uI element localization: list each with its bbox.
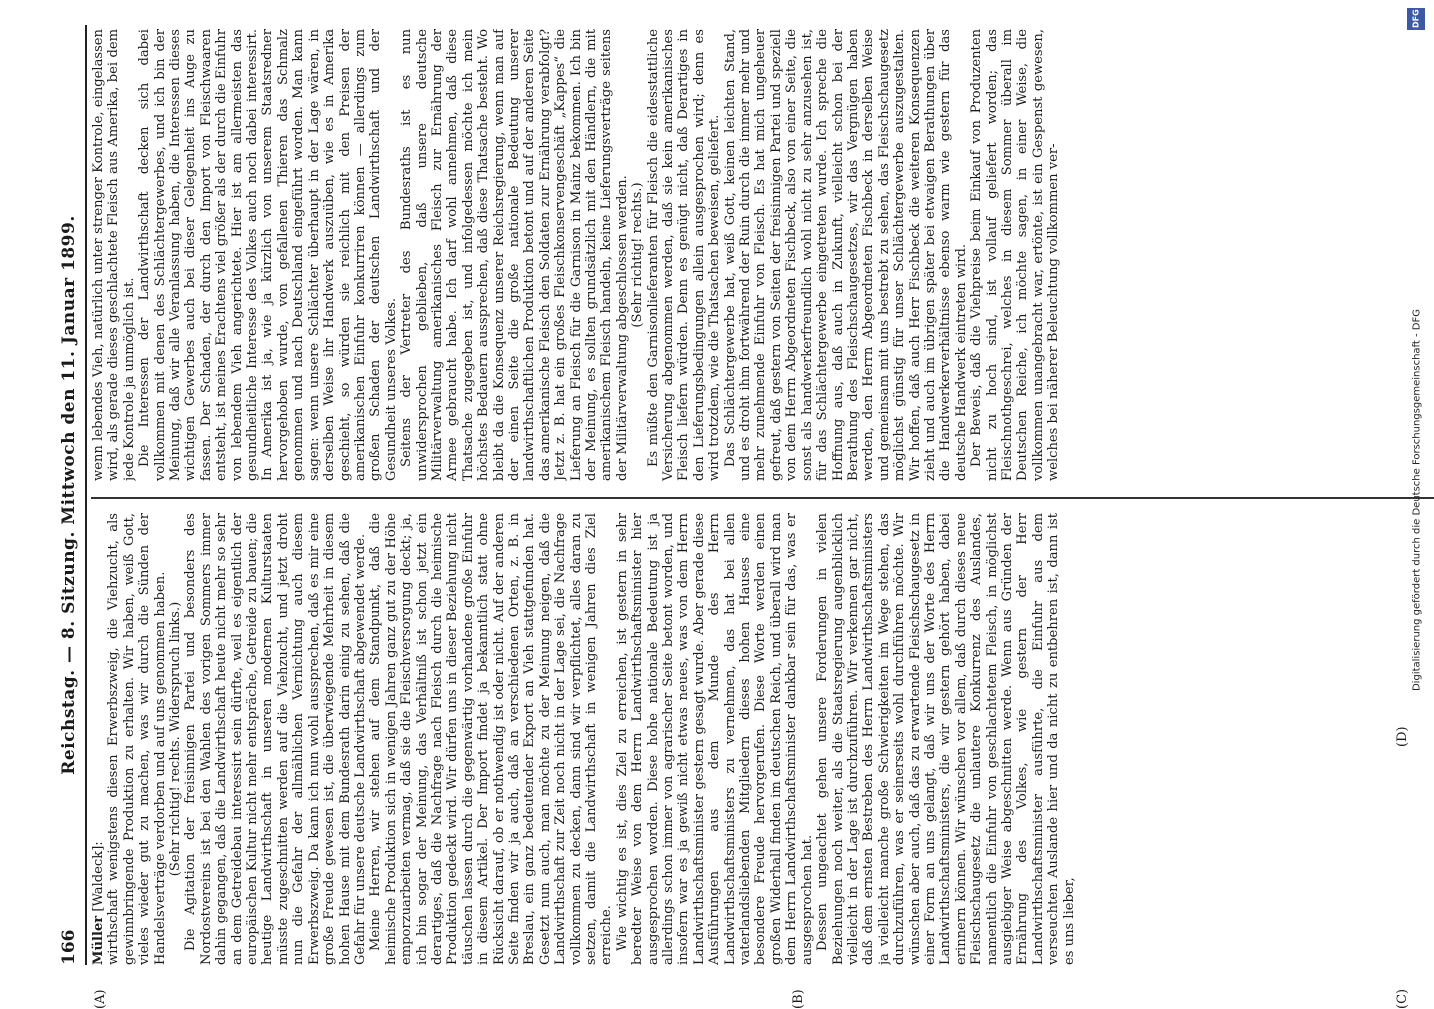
page-number: 166 <box>59 929 79 965</box>
interjection: (Sehr richtig! rechts.) <box>630 182 646 328</box>
page-header <box>55 25 83 965</box>
paragraph: Wie wichtig es ist, dies Ziel zu erreichen, ist gestern in sehr beredter Weise von dem Herrn Landwirthschaftsminister hier ausgesprochen worden. Diese hohe nationale Bedeutung ist ja allerdings schon immer von agrarischer Seite betont worden, und insofern war es ja gewiß nicht etwas neues, was von dem Herrn Landwirthschaftsminister gestern gesagt wurde. Aber gerade diese Ausführungen aus dem Munde des Herrn Landwirthschaftsministers zu vernehmen, das hat bei allen vaterlandsliebenden Mitgliedern dieses hohen Hauses eine besondere Freude hervorgerufen. Diese Worte werden einen großen Widerhall finden im deutschen Reich, und überall wird man dem Herrn Landwirthschaftsminister dankbar sein für das, was er ausgesprochen hat. <box>614 513 815 965</box>
paragraph: Dessen ungeachtet gehen unsere Forderungen in vielen Beziehungen noch weiter, als die Staatsregierung augenblicklich vielleicht in der Lage ist durchzuführen. Wir verkennen gar nicht, daß dem ernsten Bestreben des Herrn Landwirthschaftsministers ja vielleicht manche große Schwierigkeiten im Wege stehen, das durchzuführen, was er seinerseits wohl durchführen möchte. Wir wünschen aber auch, daß das zu erwartende Fleischschaugesetz in einer Form an uns gelangt, daß wir uns der Worte des Herrn Landwirthschaftsministers, die wir gestern gehört haben, dabei erinnern können. Wir wünschen vor allem, daß durch dieses neue Fleischschaugesetz die unlautere Konkurrenz des Auslandes, namentlich die Einfuhr von geschlachtetem Fleisch, in möglichst ausgiebiger Weise abgeschnitten werde. Wenn aus Gründen der Ernährung des Volkes, wie gestern der Herr Landwirthschaftsminister ausführte, die Einfuhr aus dem verseuchten Auslande hier und da nicht zu entbehren ist, dann ist es uns lieber, <box>815 513 1077 965</box>
paragraph: Der Beweis, daß die Viehpreise beim Einkauf von Produzenten nicht zu hoch sind, ist vollauf geliefert worden; das Fleischnothgeschrei, welches in diesem Sommer überall im Deutschen Reiche, ich möchte sagen, in einer Weise, die vollkommen unangebracht war, ertönte, ist ein Gespenst gewesen, welches bei näherer Beleuchtung vollkommen ver- <box>969 29 1062 481</box>
page-title: Reichstag. — 8. Sitzung. Mittwoch den 11. Januar 1899. <box>59 215 79 775</box>
paragraph: Es müßte den Garnisonlieferanten für Fleisch die eidesstattliche Versicherung abgenommen werden, daß sie kein amerikanisches Fleisch liefern würden. Denn es genügt nicht, daß Derartiges in den Lieferungsbedingungen allein ausgesprochen wird; denn es wird trotzdem, wie die Thatsachen beweisen, geliefert. <box>645 29 723 481</box>
paragraph: Die Interessen der Landwirthschaft decken sich dabei vollkommen mit denen des Schlächtergewerbes, und ich bin der Meinung, daß wir alle Veranlassung haben, die Interessen dieses wichtigen Gewerbes auch bei dieser Gelegenheit ins Auge zu fassen. Der Schaden, der durch den Import von Fleischwaaren entsteht, ist meines Erachtens viel größer als der durch die Einfuhr von lebendem Vieh angerichtete. Hier ist am allermeisten das gesundheitliche Interesse des Volkes auch noch dabei interessirt. In Amerika ist ja, wie ja kürzlich von unserem Staatsredner hervorgehoben wurde, von gefallenen Thieren das Schmalz genommen und nach Deutschland eingeführt worden. Man kann sagen: wenn unsere Schlächter überhaupt in der Lage wären, in derselben Weise ihr Handwerk auszuüben, wie es in Amerika geschieht, so würden sie reichlich mit den Preisen der amerikanischen Einfuhr konkurriren können — allerdings zum großen Schaden der deutschen Landwirthschaft und der Gesundheit unseres Volkes. <box>137 29 399 481</box>
header-rule <box>85 25 87 965</box>
paragraph: wirthschaft wenigstens diesen Erwerbszweig, die Viehzucht, als gewinnbringende Produktion zu erhalten. Wir haben, weiß Gott, vieles wieder gut zu machen, was wir durch die Sünden der Handelsverträge verdorben und auf uns genommen haben. <box>106 513 168 965</box>
interjection: (Sehr richtig! rechts. Widerspruch links.) <box>168 601 184 877</box>
paragraph: Seitens der Vertreter des Bundesraths ist es nun unwidersprochen geblieben, daß unsere deutsche Militärverwaltung amerikanisches Fleisch zur Ernährung der Armee gebraucht habe. Ich darf wohl annehmen, daß diese Thatsache zugegeben ist, und infolgedessen möchte ich mein höchstes Bedauern aussprechen, daß diese Thatsache besteht. Wo bleibt da die Konsequenz unserer Reichsregierung, wenn man auf der einen Seite die große nationale Bedeutung unserer landwirthschaftlichen Produktion betont und auf der anderen Seite das amerikanische Fleisch den Soldaten zur Ernährung verabfolgt? Jetzt z. B. hat ein großes Fleischkonservengeschäft „Kappes“ die Lieferung an Fleisch für die Garnison in Mainz bekommen. Ich bin der Meinung, es sollten grundsätzlich mit den Händlern, die mit amerikanischem Fleisch handeln, keine Lieferungsverträge seitens der Militärverwaltung abgeschlossen werden. <box>399 29 630 481</box>
paragraph: Das Schlächtergewerbe hat, weiß Gott, keinen leichten Stand, und es droht ihm fortwährend der Ruin durch die immer mehr und mehr zunehmende Einfuhr von Fleisch. Es hat mich ungeheuer gefreut, daß gestern von Seiten der freisinnigen Partei und speziell von dem Herrn Abgeordneten Fischbeck, also von einer Seite, die sonst als handwerkerfreundlich wohl nicht zu sehr anzusehen ist, für das Schlächtergewerbe eingetreten wurde. Ich spreche die Hoffnung aus, daß auch in Zukunft, vielleicht schon bei der Berathung des Fleischschaugesetzes, wir das Vergnügen haben werden, den Herrn Abgeordneten Fischbeck in derselben Weise und gemeinsam mit uns bestrebt zu sehen, das Fleischschaugesetz möglichst günstig für unser Schlächtergewerbe auszugestalten. Wir hoffen, daß auch Herr Fischbeck die weiteren Konsequenzen zieht und auch im übrigen später bei etwaigen Berathungen über die Handwerkerverhältnisse ebenso warm wie gestern für das deutsche Handwerk eintreten wird. <box>722 29 969 481</box>
paragraph: Meine Herren, wir stehen auf dem Standpunkt, daß die heimische Produktion sich in wenigen Jahren ganz gut zu der Höhe emporzuarbeiten vermag, daß sie die Fleischversorgung deckt; ja, ich bin sogar der Meinung, das Verhältniß ist schon jetzt ein derartiges, daß die Nachfrage nach Fleisch durch die heimische Produktion gedeckt wird. Wir dürfen uns in dieser Beziehung nicht täuschen lassen durch die gegenwärtig vorhandene große Einfuhr in diesem Artikel. Der Import findet ja bekanntlich statt ohne Rücksicht darauf, ob er nothwendig ist oder nicht. Auf der anderen Seite finden wir ja auch, daß an verschiedenen Orten, z. B. in Breslau, ein ganz bedeutender Export an Vieh stattgefunden hat. Gesetzt nun auch, man möchte zu der Meinung neigen, daß die Landwirthschaft zur Zeit noch nicht in der Lage sei, die Nachfrage vollkommen zu decken, dann sind wir verpflichtet, alles daran zu setzen, damit die Landwirthschaft in wenigen Jahren dies Ziel erreiche. <box>368 513 615 965</box>
speaker-line <box>91 513 106 965</box>
digitization-sidebar <box>1400 0 1434 1000</box>
margin-marker-d: (D) <box>1395 726 1410 747</box>
speaker-name: Müller <box>91 915 106 965</box>
speaker-note: [Waldeck]: <box>91 841 106 912</box>
margin-marker-b: (B) <box>791 989 806 1009</box>
margin-marker-c: (C) <box>1395 988 1410 1009</box>
left-column <box>91 513 1434 965</box>
digitization-credit: Digitalisierung gefördert durch die Deutsche Forschungsgemeinschaft - DFG <box>1411 309 1423 692</box>
rotated-page <box>55 15 1434 1009</box>
paragraph: Die Agitation der freisinnigen Partei und besonders des Nordostvereins ist bei den Wahlen des vorigen Sommers immer dahin gegangen, daß die Landwirthschaft heute nicht mehr so sehr an dem Getreidebau interessirt sein dürfte, weil es eigentlich der europäischen Kultur nicht mehr entspräche, Getreide zu bauen; die heutige Landwirthschaft in unseren modernen Kulturstaaten müsste zugeschnitten werden auf die Viehzucht, und jetzt droht nun die Gefahr der allmählichen Vernichtung auch diesem Erwerbszweig. Da kann ich nun wohl aussprechen, daß es mir eine große Freude gewesen ist, die überwiegende Mehrheit in diesem hohen Hause mit dem Bundesrath darin einig zu sehen, daß die Gefahr für unsere deutsche Landwirthschaft abgewendet werde. <box>183 513 368 965</box>
column-rule <box>91 498 1434 500</box>
paragraph: wenn lebendes Vieh, natürlich unter strenger Kontrole, eingelassen wird, als gerade dieses geschlachtete Fleisch aus Amerika, bei dem jede Kontrole ja unmöglich ist. <box>91 29 137 481</box>
dfg-logo: DFG <box>1407 8 1425 30</box>
right-column <box>91 29 1434 481</box>
margin-marker-a: (A) <box>93 989 108 1009</box>
